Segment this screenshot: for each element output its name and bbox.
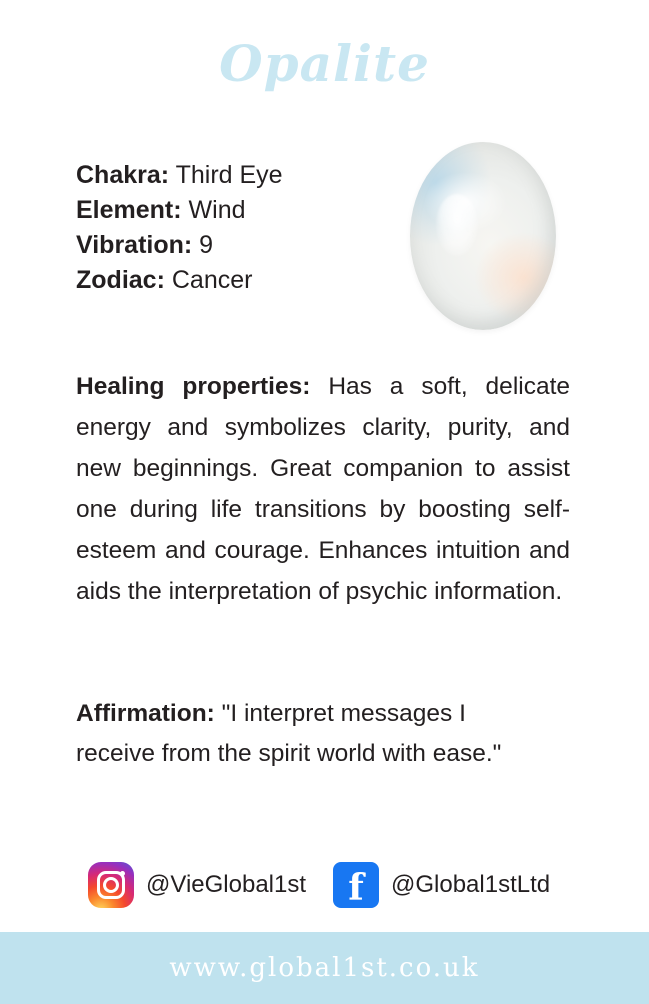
instagram-icon (88, 862, 134, 908)
healing-properties-label: Healing properties: (76, 373, 311, 400)
attribute-row-element (76, 193, 396, 228)
footer-bar (0, 932, 649, 1004)
page-title: Opalite (219, 34, 430, 93)
attribute-value-vibration: 9 (199, 231, 214, 259)
attribute-row-zodiac (76, 263, 396, 298)
attribute-value-chakra: Third Eye (175, 161, 283, 189)
attribute-value-element: Wind (188, 196, 246, 224)
instagram-handle: @VieGlobal1st (146, 871, 307, 898)
attributes-list (76, 158, 396, 298)
healing-properties-paragraph (76, 366, 570, 612)
facebook-handle: @Global1stLtd (391, 871, 551, 898)
healing-properties-text: Has a soft, delicate energy and symbolizes clarity, purity, and new beginnings. Great companion to assist one during life transitions by boosting self-esteem and courage. Enhances intuition and aids the interpretation of psychic information. (76, 373, 571, 605)
social-links (88, 862, 588, 916)
website-url[interactable]: www.global1st.co.uk (169, 953, 480, 983)
attribute-value-zodiac: Cancer (171, 266, 253, 294)
facebook-icon: f (333, 862, 379, 908)
affirmation-text: "I interpret messages I receive from the spirit world with ease." (76, 700, 502, 767)
attribute-row-vibration (76, 228, 396, 263)
affirmation-paragraph (76, 694, 536, 774)
attribute-label-zodiac: Zodiac: (76, 266, 165, 294)
attribute-label-chakra: Chakra: (76, 161, 170, 189)
social-link-facebook[interactable] (333, 862, 550, 908)
attribute-label-vibration: Vibration: (76, 231, 193, 259)
opalite-stone-image (410, 142, 556, 330)
stone-highlight (436, 194, 478, 256)
social-link-instagram[interactable] (88, 862, 306, 908)
affirmation-label: Affirmation: (76, 700, 215, 727)
attribute-label-element: Element: (76, 196, 182, 224)
attribute-row-chakra (76, 158, 396, 193)
